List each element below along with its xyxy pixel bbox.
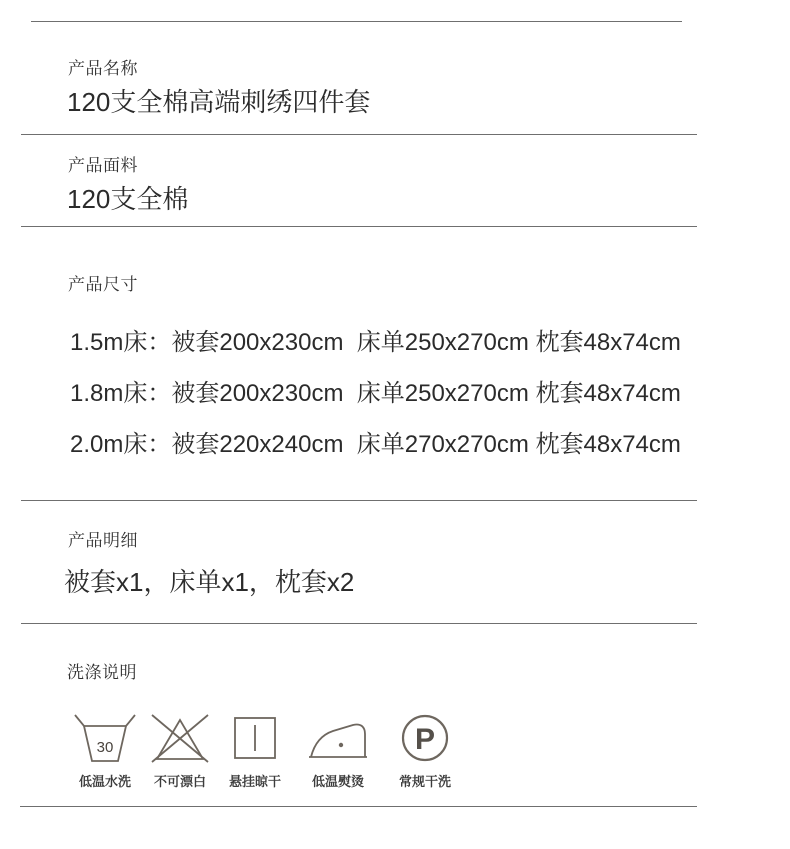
wash-item-label: 悬挂晾干: [228, 774, 281, 789]
iron-low-icon: [306, 712, 370, 764]
product-detail-label: 产品明细: [68, 531, 138, 550]
wash-item-iron-low: [306, 712, 370, 790]
product-detail-value: 被套x1，床单x1，枕套x2: [64, 567, 355, 597]
product-size-label: 产品尺寸: [68, 275, 138, 294]
size-row-1-8m: 1.8m床：被套200x230cm 床单250x270cm 枕套48x74cm: [70, 380, 681, 407]
wash-item-low-temp-wash: [73, 712, 137, 790]
product-fabric-value: 120支全棉: [67, 184, 189, 214]
wash-30-icon: [73, 712, 137, 764]
wash-item-label: 低温熨烫: [311, 774, 364, 789]
wash-item-hang-dry: [223, 712, 287, 790]
product-name-value: 120支全棉高端刺绣四件套: [67, 87, 371, 117]
dry-clean-letter: P: [414, 723, 436, 756]
wash-item-no-bleach: [148, 712, 212, 790]
wash-item-label: 低温水洗: [78, 774, 131, 789]
divider-after-size: [21, 500, 697, 501]
wash-instructions-label: 洗涤说明: [67, 663, 137, 682]
dry-clean-icon: [393, 712, 457, 764]
size-row-1-5m: 1.5m床：被套200x230cm 床单250x270cm 枕套48x74cm: [70, 329, 681, 356]
divider-after-detail: [21, 623, 697, 624]
divider-after-name: [21, 134, 697, 135]
wash-item-dry-clean: [393, 712, 457, 790]
divider-top: [31, 21, 682, 22]
hang-dry-icon: [223, 712, 287, 764]
wash-item-label: 不可漂白: [153, 774, 206, 789]
wash-temp-number: 30: [96, 739, 114, 756]
product-name-label: 产品名称: [68, 59, 138, 78]
product-fabric-label: 产品面料: [68, 156, 138, 175]
size-row-2-0m: 2.0m床：被套220x240cm 床单270x270cm 枕套48x74cm: [70, 431, 681, 458]
wash-item-label: 常规干洗: [398, 774, 451, 789]
no-bleach-icon: [148, 712, 212, 764]
divider-bottom: [20, 806, 697, 807]
divider-after-fabric: [21, 226, 697, 227]
